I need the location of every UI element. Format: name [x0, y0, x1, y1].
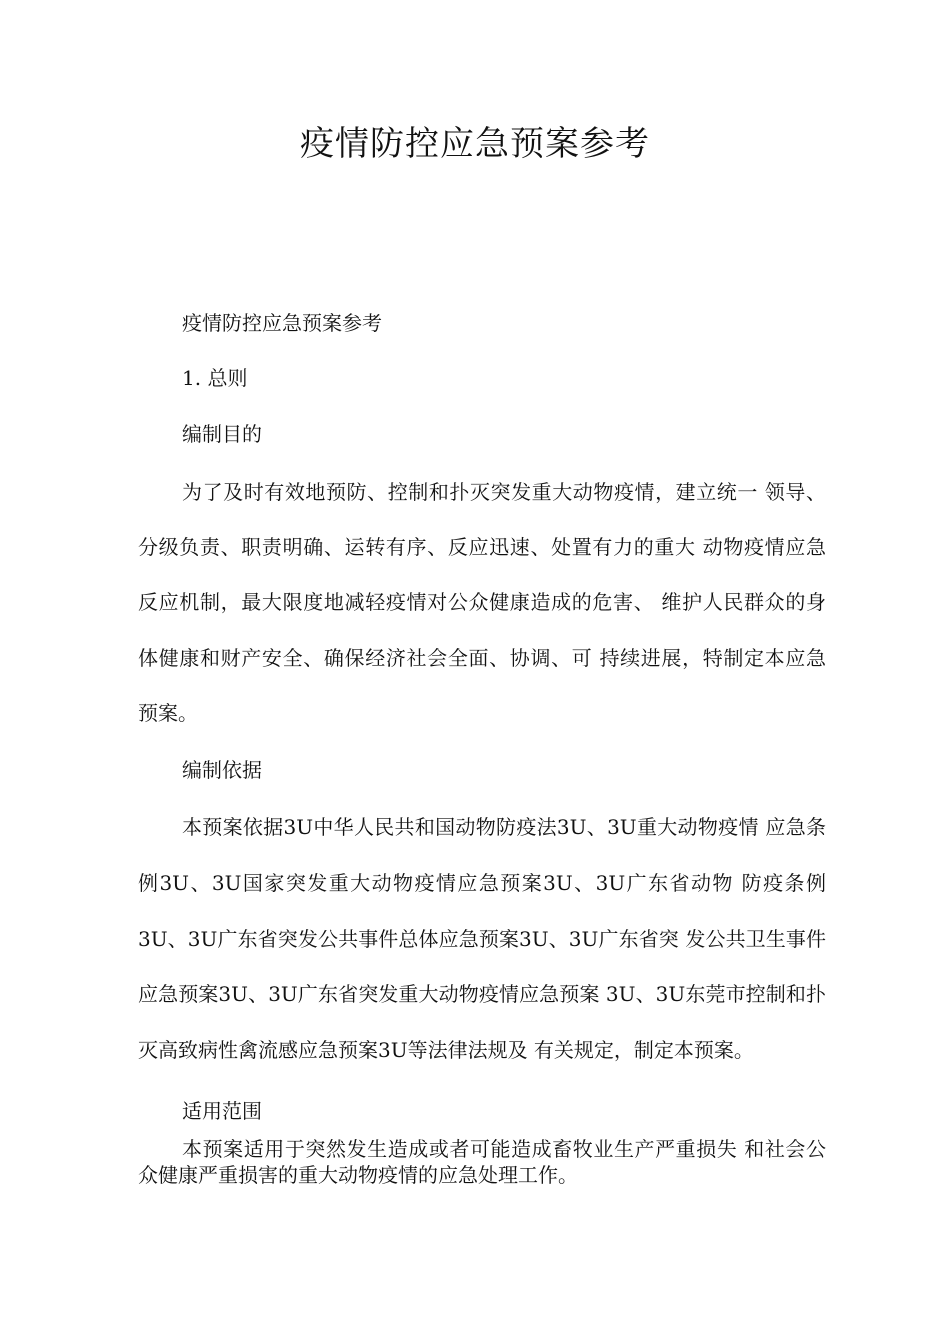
scope-line: 众健康严重损害的重大动物疫情的应急处理工作。 [138, 1163, 578, 1187]
scope-line: 本预案适用于突然发生造成或者可能造成畜牧业生产严重损失 和社会公 [182, 1137, 826, 1161]
section-heading-general: 1. 总则 [182, 366, 248, 390]
basis-line: 应急预案3U、3U广东省突发重大动物疫情应急预案 3U、3U东莞市控制和扑 [138, 982, 826, 1006]
purpose-line: 分级负责、职责明确、运转有序、反应迅速、处置有力的重大 动物疫情应急 [138, 535, 826, 559]
basis-line: 灭高致病性禽流感应急预案3U等法律法规及 有关规定，制定本预案。 [138, 1038, 754, 1062]
basis-line: 本预案依据3U中华人民共和国动物防疫法3U、3U重大动物疫情 应急条 [182, 815, 826, 839]
purpose-line: 反应机制，最大限度地减轻疫情对公众健康造成的危害、 维护人民群众的身 [138, 590, 826, 614]
basis-heading: 编制依据 [182, 758, 262, 782]
scope-heading: 适用范围 [182, 1099, 262, 1123]
purpose-heading: 编制目的 [182, 422, 262, 446]
document-title: 疫情防控应急预案参考 [300, 124, 650, 164]
purpose-line: 体健康和财产安全、确保经济社会全面、协调、可 持续进展，特制定本应急 [138, 646, 826, 670]
basis-line: 3U、3U广东省突发公共事件总体应急预案3U、3U广东省突 发公共卫生事件 [138, 927, 826, 951]
purpose-line: 为了及时有效地预防、控制和扑灭突发重大动物疫情，建立统一 领导、 [182, 480, 826, 504]
document-subtitle: 疫情防控应急预案参考 [182, 311, 382, 335]
purpose-line: 预案。 [138, 701, 198, 725]
basis-line: 例3U、3U国家突发重大动物疫情应急预案3U、3U广东省动物 防疫条例 [138, 871, 826, 895]
